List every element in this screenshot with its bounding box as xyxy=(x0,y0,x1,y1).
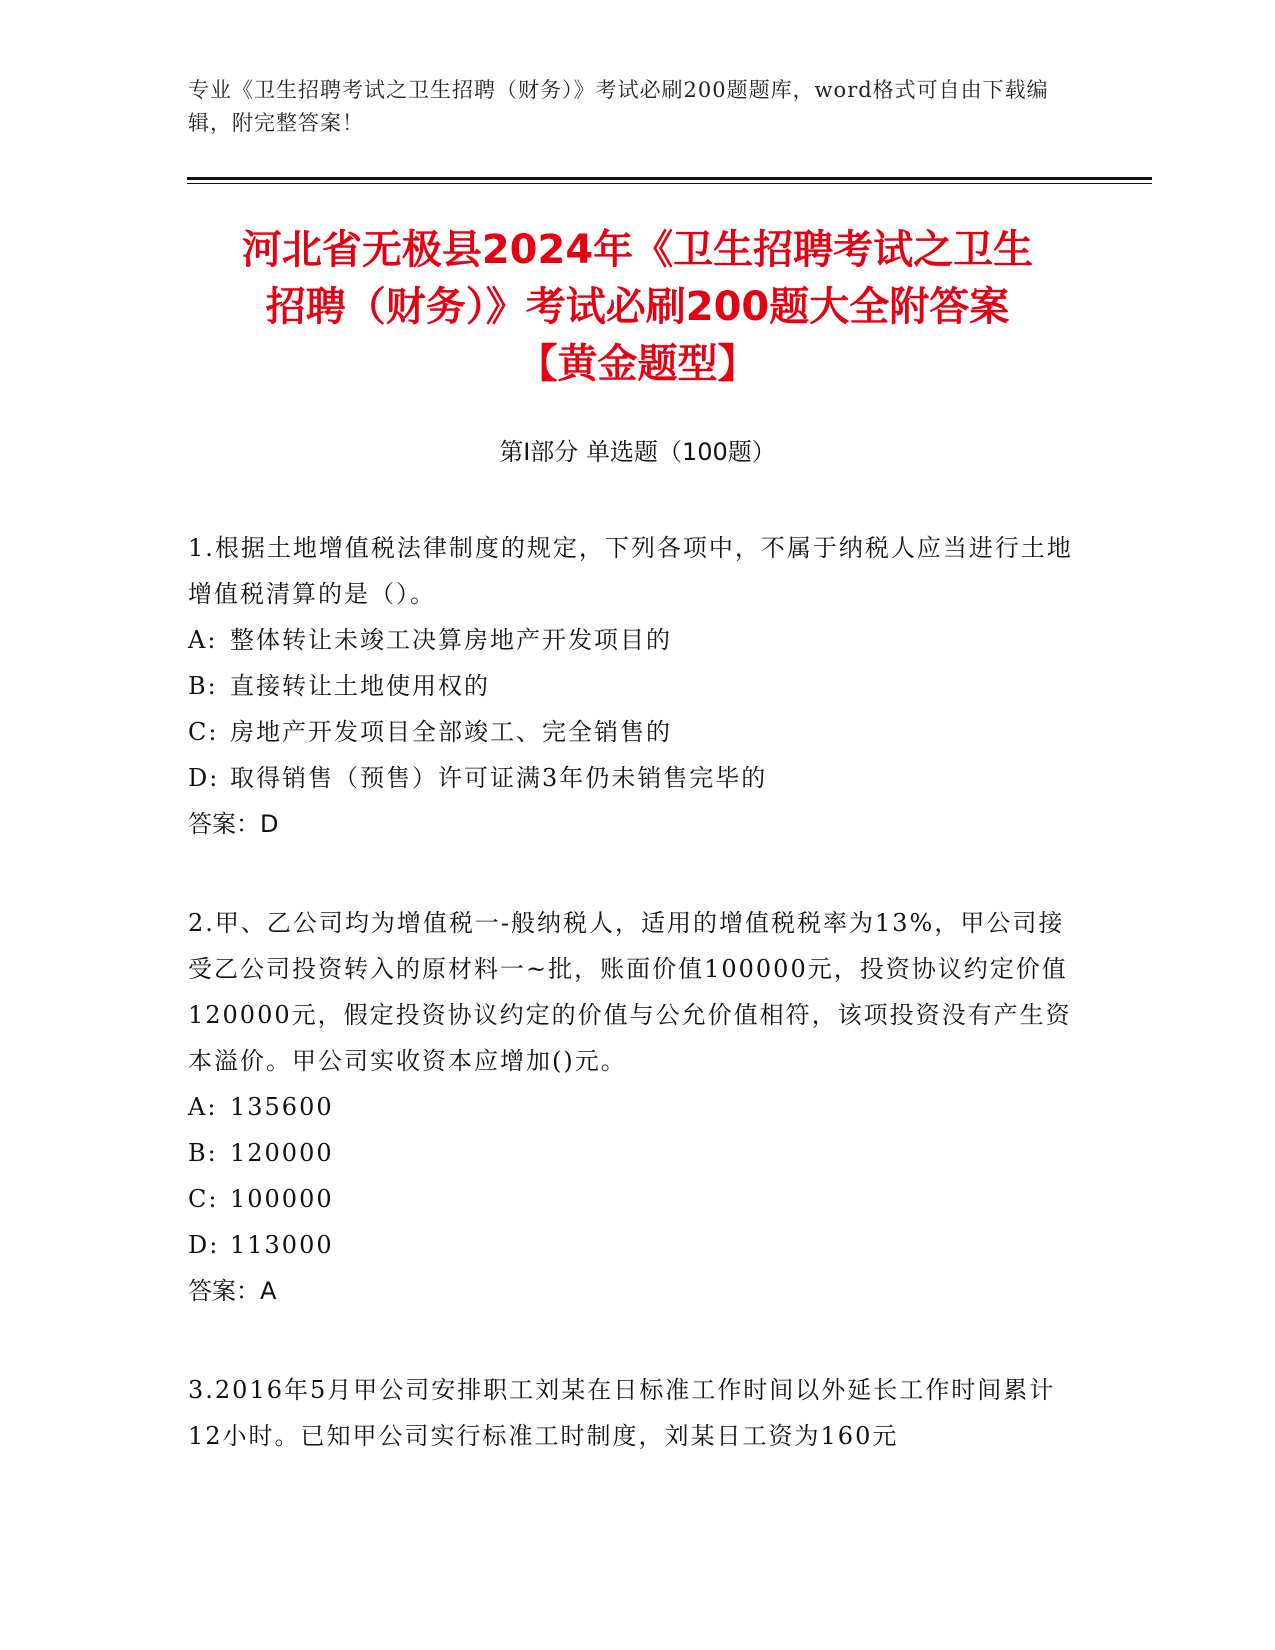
option-b xyxy=(188,1130,1078,1176)
header-note: 专业《卫生招聘考试之卫生招聘（财务）》考试必刷200题题库，word格式可自由下载编辑，附完整答案！ xyxy=(188,78,1049,135)
option-c xyxy=(188,1176,1078,1222)
section-heading: 第I部分 单选题（100题） xyxy=(499,438,776,466)
option-letter: A: xyxy=(188,626,218,654)
option-c xyxy=(188,709,1078,755)
option-text: 100000 xyxy=(230,1185,334,1213)
question-3 xyxy=(188,1367,1078,1459)
option-letter: B: xyxy=(188,1139,218,1167)
title-line-1: 河北省无极县2024年《卫生招聘考试之卫生 xyxy=(241,227,1034,273)
option-letter: A: xyxy=(188,1093,218,1121)
document-title xyxy=(150,222,1125,393)
option-a xyxy=(188,1084,1078,1130)
option-letter: D: xyxy=(188,764,220,792)
question-list xyxy=(188,525,1078,1512)
option-letter: B: xyxy=(188,672,218,700)
answer-line: 答案：A xyxy=(188,1277,277,1305)
title-line-2: 招聘（财务）》考试必刷200题大全附答案 xyxy=(265,284,1010,330)
option-text: 135600 xyxy=(230,1093,334,1121)
option-text: 120000 xyxy=(230,1139,334,1167)
option-letter: C: xyxy=(188,718,219,746)
option-b xyxy=(188,663,1078,709)
option-text: 取得销售（预售）许可证满3年仍未销售完毕的 xyxy=(230,764,768,792)
question-stem: 1.根据土地增值税法律制度的规定，下列各项中，不属于纳税人应当进行土地增值税清算的是（）。 xyxy=(188,534,1073,608)
option-text: 房地产开发项目全部竣工、完全销售的 xyxy=(230,718,672,746)
option-text: 直接转让土地使用权的 xyxy=(230,672,490,700)
option-d xyxy=(188,1222,1078,1268)
question-1 xyxy=(188,525,1078,847)
option-d xyxy=(188,755,1078,801)
answer-line: 答案：D xyxy=(188,810,279,838)
option-letter: D: xyxy=(188,1231,220,1259)
question-stem: 3.2016年5月甲公司安排职工刘某在日标准工作时间以外延长工作时间累计12小时。已知甲公司实行标准工时制度，刘某日工资为160元 xyxy=(188,1376,1056,1450)
option-a xyxy=(188,617,1078,663)
header-divider-thin xyxy=(187,183,1152,184)
option-text: 整体转让未竣工决算房地产开发项目的 xyxy=(230,626,672,654)
question-2 xyxy=(188,900,1078,1314)
question-stem: 2.甲、乙公司均为增值税一-般纳税人，适用的增值税税率为13%，甲公司接受乙公司投资转入的原材料一~批，账面价值100000元，投资协议约定价值120000元，假定投资协议约定的价值与公允价值相符，该项投资没有产生资本溢价。甲公司实收资本应增加()元。 xyxy=(188,909,1072,1075)
option-text: 113000 xyxy=(230,1231,334,1259)
option-letter: C: xyxy=(188,1185,219,1213)
header-divider-thick xyxy=(187,177,1152,180)
title-line-3: 【黄金题型】 xyxy=(517,341,758,387)
